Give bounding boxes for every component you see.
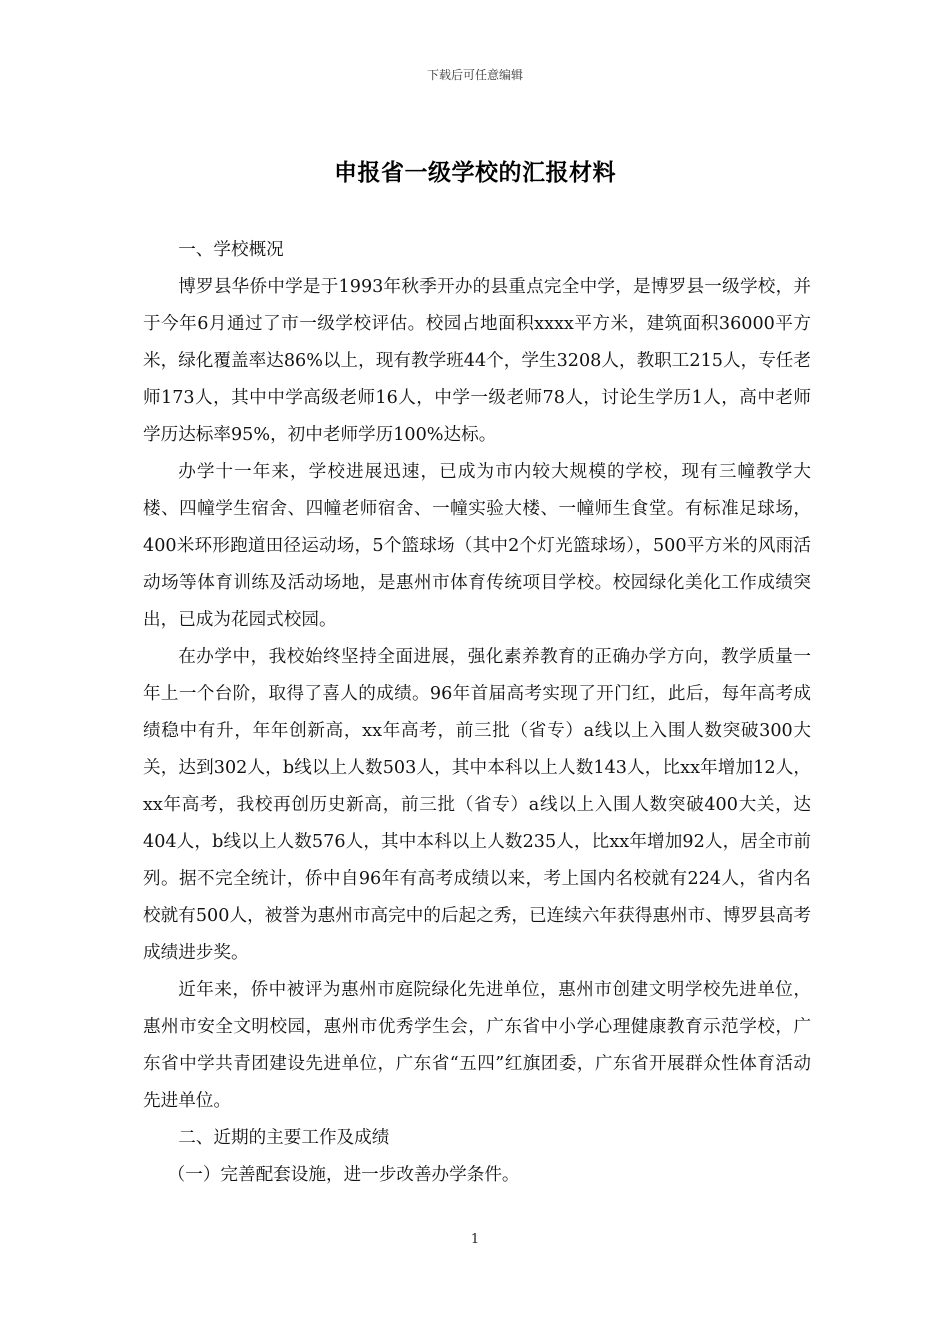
paragraph-school-facilities: 办学十一年来，学校进展迅速，已成为市内较大规模的学校，现有三幢教学大楼、四幢学生宿舍、四幢老师宿舍、一幢实验大楼、一幢师生食堂。有标准足球场，400米环形跑道田径运动场，5个篮球场（其中2个灯光篮球场），500平方米的风雨活动场等体育训练及活动场地，是惠州市体育传统项目学校。校园绿化美化工作成绩突出，已成为花园式校园。 <box>143 462 811 630</box>
section-heading-recent-work: 二、近期的主要工作及成绩 <box>178 1128 390 1148</box>
page-number: 1 <box>470 1232 480 1247</box>
header-note: 下载后可任意编辑 <box>426 68 523 82</box>
subsection-heading-facilities: （一）完善配套设施，进一步改善办学条件。 <box>167 1165 520 1185</box>
paragraph-teaching-achievements: 在办学中，我校始终坚持全面进展，强化素养教育的正确办学方向，教学质量一年上一个台阶，取得了喜人的成绩。96年首届高考实现了开门红，此后，每年高考成绩稳中有升，年年创新高，xx年高考，前三批（省专）a线以上入围人数突破300大关，达到302人，b线以上人数503人，其中本科以上人数143人，比xx年增加12人，xx年高考，我校再创历史新高，前三批（省专）a线以上入围人数突破400大关，达404人，b线以上人数576人，其中本科以上人数235人，比xx年增加92人，居全市前列。据不完全统计，侨中自96年有高考成绩以来，考上国内名校就有224人，省内名校就有500人，被誉为惠州市高完中的后起之秀，已连续六年获得惠州市、博罗县高考成绩进步奖。 <box>143 647 811 963</box>
document-body <box>143 232 811 1194</box>
paragraph-school-basic-info: 博罗县华侨中学是于1993年秋季开办的县重点完全中学，是博罗县一级学校，并于今年6月通过了市一级学校评估。校园占地面积xxxx平方米，建筑面积36000平方米，绿化覆盖率达86%以上，现有教学班44个，学生3208人，教职工215人，专任老师173人，其中中学高级老师16人，中学一级老师78人，讨论生学历1人，高中老师学历达标率95%，初中老师学历100%达标。 <box>143 277 811 445</box>
section-heading-school-overview: 一、学校概况 <box>178 240 284 260</box>
paragraph-honors: 近年来，侨中被评为惠州市庭院绿化先进单位，惠州市创建文明学校先进单位，惠州市安全文明校园，惠州市优秀学生会，广东省中小学心理健康教育示范学校，广东省中学共青团建设先进单位，广东省“五四”红旗团委，广东省开展群众性体育活动先进单位。 <box>143 980 811 1111</box>
document-title: 申报省一级学校的汇报材料 <box>334 160 616 186</box>
